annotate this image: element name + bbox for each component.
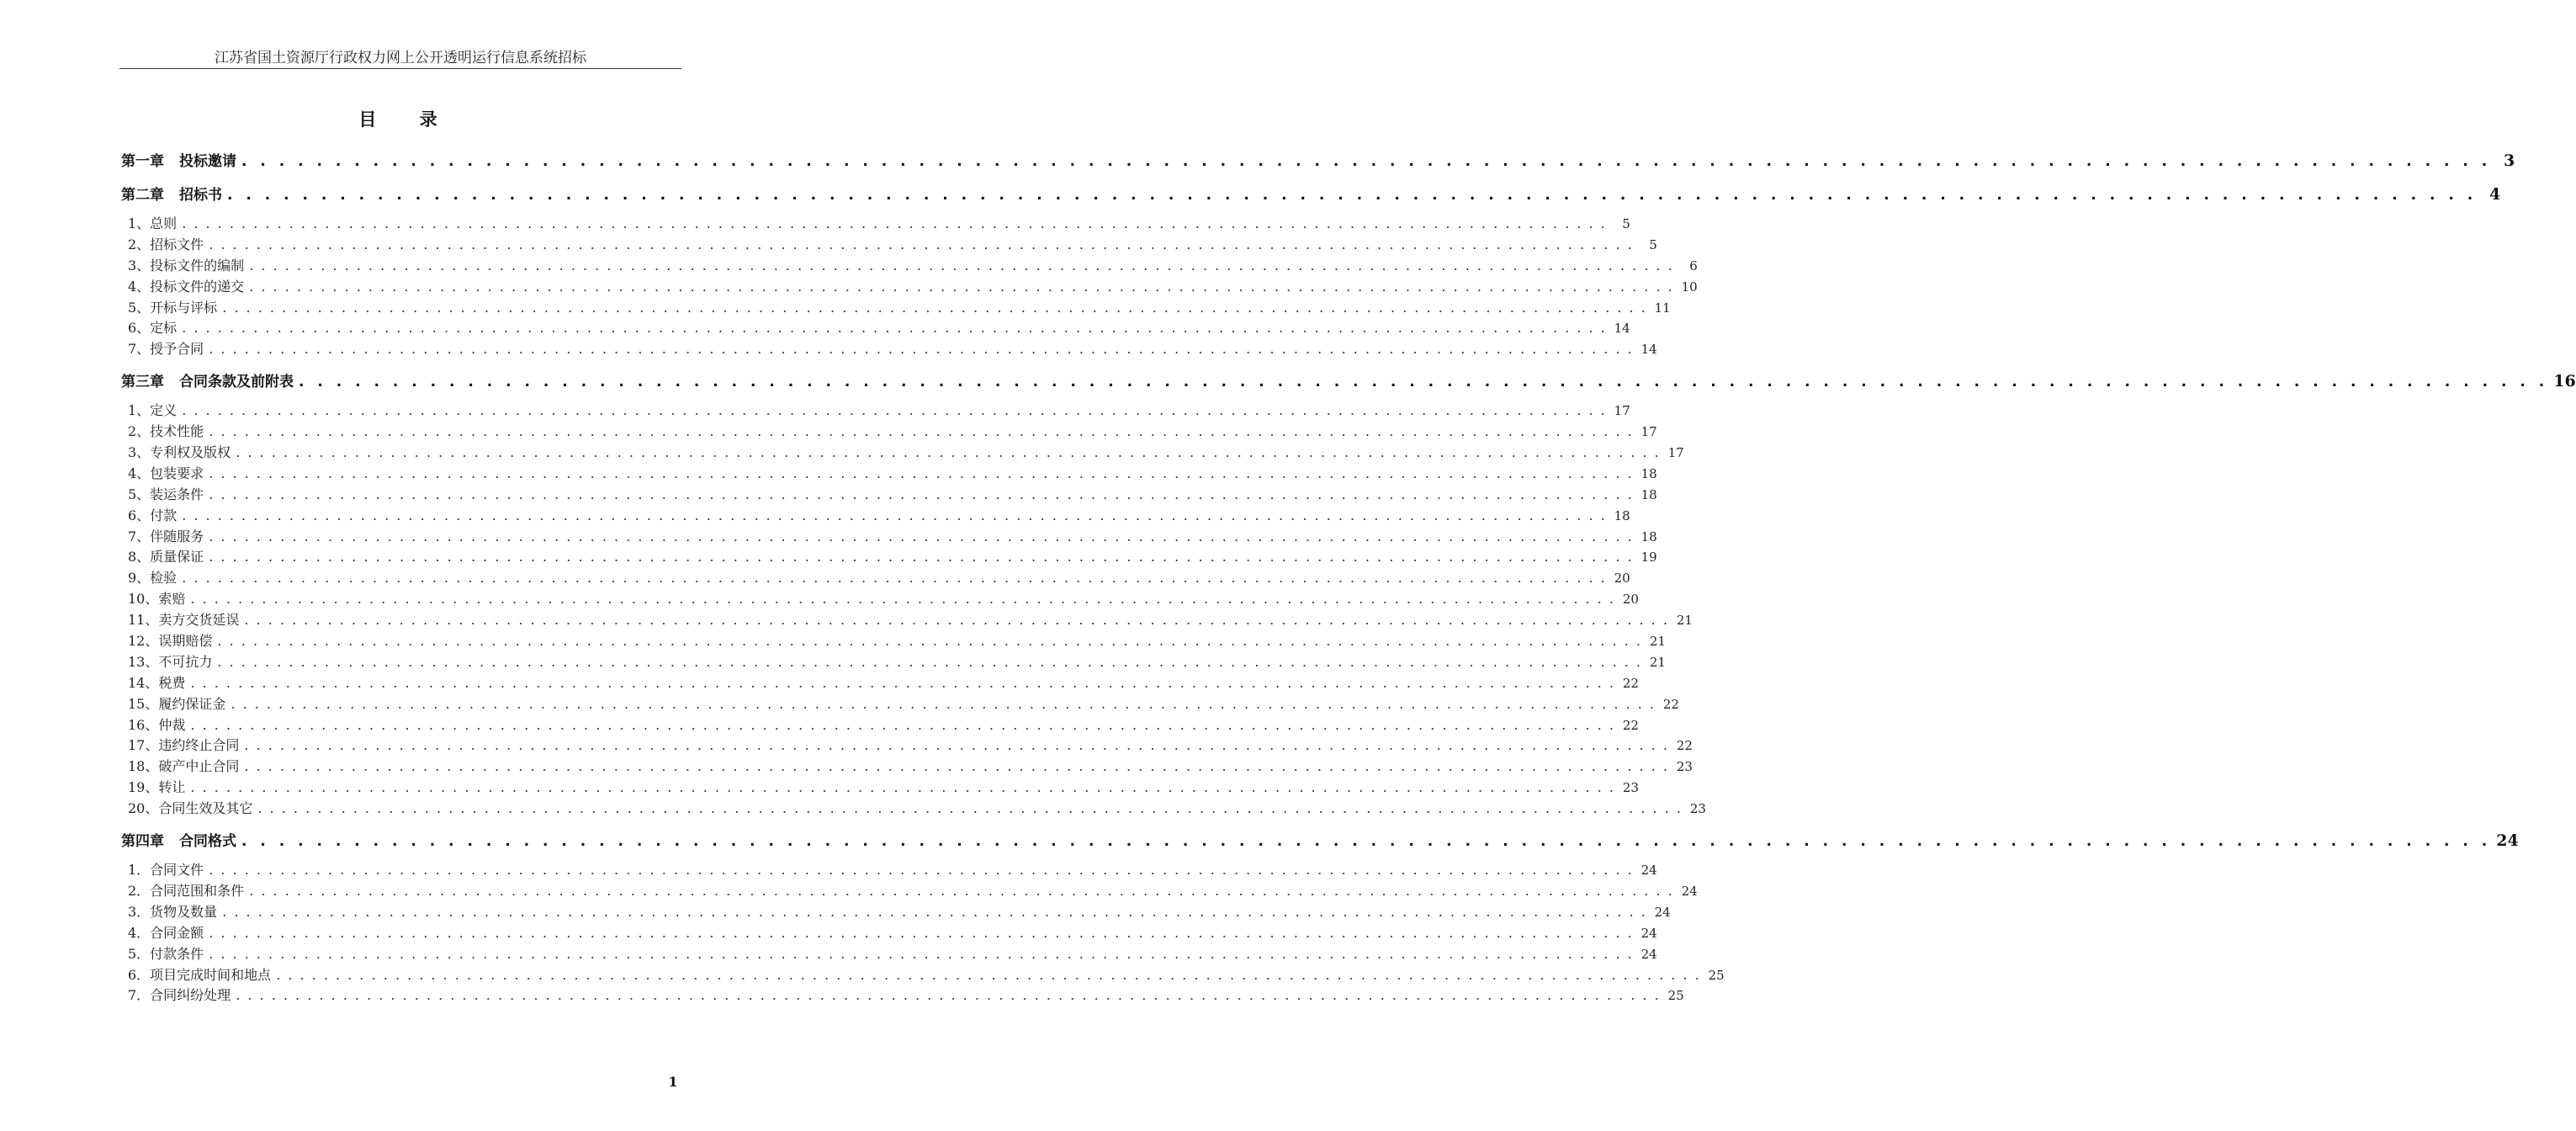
leader-dots: . . . . . . . . . . . . . . . . . . . . . . . . . . . . . . . . . . . . . . . . . . . . . . . . . . . . . . . . . . . . . . . . . . . . . . . . . . . . . . . . . . . . . . . . . . . . . . . . . . . . . . . . . . . . . . . . . . . . . . . . [241, 833, 2492, 851]
toc-chapter-row[interactable] [121, 369, 2576, 394]
toc-item-row[interactable] [121, 778, 1639, 799]
leader-dots: . . . . . . . . . . . . . . . . . . . . . . . . . . . . . . . . . . . . . . . . . . . . . . . . . . . . . . . . . . . . . . . . . . . . . . . . . . . . . . . . . . . . . . . . . . . . . . . . . . . . . . . . . . . . . . . . . . . . . . . . [299, 374, 2549, 391]
toc-item-label: 3、专利权及版权 [128, 444, 231, 461]
toc-item-label: 9、检验 [128, 570, 178, 587]
leader-dots: . . . . . . . . . . . . . . . . . . . . . . . . . . . . . . . . . . . . . . . . . . . . . . . . . . . . . . . . . . . . . . . . . . . . . . . . . . . . . . . . . . . . . . . . . . . . . . . . . . . . . . . . . . . . . . . . . . . . . . . . [182, 320, 1607, 337]
toc-item-label: 13、不可抗力 [128, 653, 213, 670]
toc-item-page: 11 [1654, 300, 1671, 316]
toc-chapter-label [121, 829, 236, 854]
toc-item-page: 20 [1614, 571, 1630, 587]
leader-dots: . . . . . . . . . . . . . . . . . . . . . . . . . . . . . . . . . . . . . . . . . . . . . . . . . . . . . . . . . . . . . . . . . . . . . . . . . . . . . . . . . . . . . . . . . . . . . . . . . . . . . . . . . . . . . . . . . . . . . . . . [236, 987, 1661, 1004]
leader-dots: . . . . . . . . . . . . . . . . . . . . . . . . . . . . . . . . . . . . . . . . . . . . . . . . . . . . . . . . . . . . . . . . . . . . . . . . . . . . . . . . . . . . . . . . . . . . . . . . . . . . . . . . . . . . . . . . . . . . . . . . [249, 882, 1674, 899]
toc-item-page: 21 [1676, 613, 1693, 629]
toc-item-label: 1、总则 [128, 215, 178, 231]
toc-item-row[interactable] [121, 401, 1630, 422]
toc-item-label: 16、仲裁 [128, 716, 186, 733]
toc-chapter-number: 第三章 [121, 374, 164, 391]
toc-chapter-number: 第一章 [121, 153, 164, 170]
toc-item-row[interactable] [121, 256, 1698, 277]
toc-item-label: 4、包装要求 [128, 465, 204, 481]
toc-chapter-name: 合同条款及前附表 [179, 374, 294, 391]
toc-item-row[interactable] [121, 965, 1725, 986]
toc-item-row[interactable] [121, 860, 1657, 881]
page-number: 1 [668, 1074, 678, 1090]
toc-item-label: 6．项目完成时间和地点 [128, 966, 272, 983]
toc-item-row[interactable] [121, 610, 1693, 631]
toc-item-label: 7、授予合同 [128, 341, 204, 358]
table-of-contents [121, 148, 2576, 1006]
toc-item-row[interactable] [121, 277, 1698, 298]
leader-dots: . . . . . . . . . . . . . . . . . . . . . . . . . . . . . . . . . . . . . . . . . . . . . . . . . . . . . . . . . . . . . . . . . . . . . . . . . . . . . . . . . . . . . . . . . . . . . . . . . . . . . . . . . . . . . . . . . . . . . . . . [209, 423, 1634, 440]
toc-chapter-page: 4 [2489, 185, 2501, 204]
toc-item-label: 2．合同范围和条件 [128, 882, 245, 899]
toc-item-row[interactable] [121, 715, 1639, 736]
toc-item-label: 8、质量保证 [128, 549, 204, 566]
toc-item-page: 25 [1667, 988, 1684, 1004]
toc-item-label: 20、合同生效及其它 [128, 800, 253, 817]
toc-item-row[interactable] [121, 652, 1666, 673]
toc-item-label: 5、装运条件 [128, 486, 204, 502]
leader-dots: . . . . . . . . . . . . . . . . . . . . . . . . . . . . . . . . . . . . . . . . . . . . . . . . . . . . . . . . . . . . . . . . . . . . . . . . . . . . . . . . . . . . . . . . . . . . . . . . . . . . . . . . . . . . . . . . . . . . . . . . [209, 236, 1634, 252]
toc-item-row[interactable] [121, 589, 1639, 610]
toc-chapter-name: 合同格式 [179, 833, 236, 851]
leader-dots: . . . . . . . . . . . . . . . . . . . . . . . . . . . . . . . . . . . . . . . . . . . . . . . . . . . . . . . . . . . . . . . . . . . . . . . . . . . . . . . . . . . . . . . . . . . . . . . . . . . . . . . . . . . . . . . . . . . . . . . . [241, 153, 2492, 170]
toc-item-label: 12、误期赔偿 [128, 633, 213, 650]
toc-item-page: 24 [1681, 883, 1698, 899]
toc-item-label: 3、投标文件的编制 [128, 257, 245, 273]
toc-chapter-name: 招标书 [179, 187, 222, 204]
toc-item-page: 18 [1640, 486, 1657, 502]
leader-dots: . . . . . . . . . . . . . . . . . . . . . . . . . . . . . . . . . . . . . . . . . . . . . . . . . . . . . . . . . . . . . . . . . . . . . . . . . . . . . . . . . . . . . . . . . . . . . . . . . . . . . . . . . . . . . . . . . . . . . . . . [209, 486, 1634, 502]
toc-item-page: 20 [1622, 592, 1639, 608]
toc-item-label: 5．付款条件 [128, 945, 204, 962]
leader-dots: . . . . . . . . . . . . . . . . . . . . . . . . . . . . . . . . . . . . . . . . . . . . . . . . . . . . . . . . . . . . . . . . . . . . . . . . . . . . . . . . . . . . . . . . . . . . . . . . . . . . . . . . . . . . . . . . . . . . . . . . [209, 341, 1634, 358]
leader-dots: . . . . . . . . . . . . . . . . . . . . . . . . . . . . . . . . . . . . . . . . . . . . . . . . . . . . . . . . . . . . . . . . . . . . . . . . . . . . . . . . . . . . . . . . . . . . . . . . . . . . . . . . . . . . . . . . . . . . . . . . [209, 528, 1634, 544]
toc-chapter-label [121, 183, 222, 208]
toc-chapter-row[interactable] [121, 828, 2519, 853]
leader-dots: . . . . . . . . . . . . . . . . . . . . . . . . . . . . . . . . . . . . . . . . . . . . . . . . . . . . . . . . . . . . . . . . . . . . . . . . . . . . . . . . . . . . . . . . . . . . . . . . . . . . . . . . . . . . . . . . . . . . . . . . [217, 653, 1642, 670]
toc-item-page: 18 [1640, 528, 1657, 544]
leader-dots: . . . . . . . . . . . . . . . . . . . . . . . . . . . . . . . . . . . . . . . . . . . . . . . . . . . . . . . . . . . . . . . . . . . . . . . . . . . . . . . . . . . . . . . . . . . . . . . . . . . . . . . . . . . . . . . . . . . . . . . . [182, 215, 1607, 231]
toc-chapter-label [121, 149, 236, 174]
toc-title: 目 录 [358, 109, 456, 130]
leader-dots: . . . . . . . . . . . . . . . . . . . . . . . . . . . . . . . . . . . . . . . . . . . . . . . . . . . . . . . . . . . . . . . . . . . . . . . . . . . . . . . . . . . . . . . . . . . . . . . . . . . . . . . . . . . . . . . . . . . . . . . . [257, 800, 1683, 817]
leader-dots: . . . . . . . . . . . . . . . . . . . . . . . . . . . . . . . . . . . . . . . . . . . . . . . . . . . . . . . . . . . . . . . . . . . . . . . . . . . . . . . . . . . . . . . . . . . . . . . . . . . . . . . . . . . . . . . . . . . . . . . . [209, 924, 1634, 941]
leader-dots: . . . . . . . . . . . . . . . . . . . . . . . . . . . . . . . . . . . . . . . . . . . . . . . . . . . . . . . . . . . . . . . . . . . . . . . . . . . . . . . . . . . . . . . . . . . . . . . . . . . . . . . . . . . . . . . . . . . . . . . . [244, 612, 1669, 629]
toc-item-row[interactable] [121, 568, 1630, 589]
toc-item-page: 25 [1708, 967, 1725, 983]
toc-item-row[interactable] [121, 757, 1693, 778]
toc-item-label: 2、招标文件 [128, 236, 204, 252]
toc-item-label: 14、税费 [128, 674, 186, 691]
leader-dots: . . . . . . . . . . . . . . . . . . . . . . . . . . . . . . . . . . . . . . . . . . . . . . . . . . . . . . . . . . . . . . . . . . . . . . . . . . . . . . . . . . . . . . . . . . . . . . . . . . . . . . . . . . . . . . . . . . . . . . . . [244, 737, 1669, 754]
toc-item-page: 5 [1649, 236, 1657, 252]
leader-dots: . . . . . . . . . . . . . . . . . . . . . . . . . . . . . . . . . . . . . . . . . . . . . . . . . . . . . . . . . . . . . . . . . . . . . . . . . . . . . . . . . . . . . . . . . . . . . . . . . . . . . . . . . . . . . . . . . . . . . . . . [217, 633, 1642, 650]
toc-item-row[interactable] [121, 298, 1671, 319]
toc-item-page: 22 [1622, 675, 1639, 691]
running-header: 江苏省国土资源厅行政权力网上公开透明运行信息系统招标 [215, 50, 586, 66]
toc-item-label: 11、卖方交货延误 [128, 612, 240, 629]
header-rule [119, 68, 681, 69]
toc-item-label: 7．合同纠纷处理 [128, 987, 231, 1004]
toc-chapter-name: 投标邀请 [179, 153, 236, 170]
spacer [121, 207, 754, 214]
toc-item-row[interactable] [121, 735, 1693, 757]
toc-item-label: 3．货物及数量 [128, 903, 218, 920]
toc-item-row[interactable] [121, 464, 1657, 485]
toc-item-page: 17 [1667, 445, 1684, 461]
toc-item-page: 24 [1640, 946, 1657, 962]
leader-dots: . . . . . . . . . . . . . . . . . . . . . . . . . . . . . . . . . . . . . . . . . . . . . . . . . . . . . . . . . . . . . . . . . . . . . . . . . . . . . . . . . . . . . . . . . . . . . . . . . . . . . . . . . . . . . . . . . . . . . . . . [249, 257, 1674, 273]
leader-dots: . . . . . . . . . . . . . . . . . . . . . . . . . . . . . . . . . . . . . . . . . . . . . . . . . . . . . . . . . . . . . . . . . . . . . . . . . . . . . . . . . . . . . . . . . . . . . . . . . . . . . . . . . . . . . . . . . . . . . . . . [209, 465, 1634, 481]
leader-dots: . . . . . . . . . . . . . . . . . . . . . . . . . . . . . . . . . . . . . . . . . . . . . . . . . . . . . . . . . . . . . . . . . . . . . . . . . . . . . . . . . . . . . . . . . . . . . . . . . . . . . . . . . . . . . . . . . . . . . . . . [244, 758, 1669, 775]
toc-item-label: 1、定义 [128, 402, 178, 419]
leader-dots: . . . . . . . . . . . . . . . . . . . . . . . . . . . . . . . . . . . . . . . . . . . . . . . . . . . . . . . . . . . . . . . . . . . . . . . . . . . . . . . . . . . . . . . . . . . . . . . . . . . . . . . . . . . . . . . . . . . . . . . . [182, 507, 1607, 523]
leader-dots: . . . . . . . . . . . . . . . . . . . . . . . . . . . . . . . . . . . . . . . . . . . . . . . . . . . . . . . . . . . . . . . . . . . . . . . . . . . . . . . . . . . . . . . . . . . . . . . . . . . . . . . . . . . . . . . . . . . . . . . . [209, 549, 1634, 566]
toc-item-page: 14 [1614, 321, 1630, 337]
toc-item-label: 2、技术性能 [128, 423, 204, 440]
leader-dots: . . . . . . . . . . . . . . . . . . . . . . . . . . . . . . . . . . . . . . . . . . . . . . . . . . . . . . . . . . . . . . . . . . . . . . . . . . . . . . . . . . . . . . . . . . . . . . . . . . . . . . . . . . . . . . . . . . . . . . . . [190, 716, 1615, 733]
toc-item-page: 18 [1614, 507, 1630, 523]
toc-item-row[interactable] [121, 485, 1657, 506]
toc-item-page: 23 [1689, 801, 1706, 817]
toc-item-page: 17 [1640, 424, 1657, 440]
toc-item-row[interactable] [121, 631, 1666, 652]
toc-item-row[interactable] [121, 799, 1706, 820]
spacer [121, 394, 754, 401]
toc-chapter-page: 3 [2504, 151, 2515, 170]
leader-dots: . . . . . . . . . . . . . . . . . . . . . . . . . . . . . . . . . . . . . . . . . . . . . . . . . . . . . . . . . . . . . . . . . . . . . . . . . . . . . . . . . . . . . . . . . . . . . . . . . . . . . . . . . . . . . . . . . . . . . . . . [209, 862, 1634, 879]
leader-dots: . . . . . . . . . . . . . . . . . . . . . . . . . . . . . . . . . . . . . . . . . . . . . . . . . . . . . . . . . . . . . . . . . . . . . . . . . . . . . . . . . . . . . . . . . . . . . . . . . . . . . . . . . . . . . . . . . . . . . . . . [249, 278, 1674, 295]
leader-dots: . . . . . . . . . . . . . . . . . . . . . . . . . . . . . . . . . . . . . . . . . . . . . . . . . . . . . . . . . . . . . . . . . . . . . . . . . . . . . . . . . . . . . . . . . . . . . . . . . . . . . . . . . . . . . . . . . . . . . . . . [227, 187, 2478, 204]
toc-item-label: 15、履约保证金 [128, 695, 226, 712]
toc-item-label: 4．合同金额 [128, 924, 204, 941]
toc-item-page: 19 [1640, 550, 1657, 566]
toc-item-label: 1．合同文件 [128, 862, 204, 879]
toc-chapter-row[interactable] [121, 148, 2515, 173]
spacer [121, 853, 754, 860]
toc-item-page: 14 [1640, 342, 1657, 358]
leader-dots: . . . . . . . . . . . . . . . . . . . . . . . . . . . . . . . . . . . . . . . . . . . . . . . . . . . . . . . . . . . . . . . . . . . . . . . . . . . . . . . . . . . . . . . . . . . . . . . . . . . . . . . . . . . . . . . . . . . . . . . . [190, 591, 1615, 608]
leader-dots: . . . . . . . . . . . . . . . . . . . . . . . . . . . . . . . . . . . . . . . . . . . . . . . . . . . . . . . . . . . . . . . . . . . . . . . . . . . . . . . . . . . . . . . . . . . . . . . . . . . . . . . . . . . . . . . . . . . . . . . . [236, 444, 1661, 461]
toc-chapter-page: 16 [2553, 372, 2576, 391]
leader-dots: . . . . . . . . . . . . . . . . . . . . . . . . . . . . . . . . . . . . . . . . . . . . . . . . . . . . . . . . . . . . . . . . . . . . . . . . . . . . . . . . . . . . . . . . . . . . . . . . . . . . . . . . . . . . . . . . . . . . . . . . [209, 945, 1634, 962]
spacer [121, 820, 754, 828]
toc-item-page: 22 [1622, 717, 1639, 733]
toc-item-row[interactable] [121, 902, 1671, 923]
toc-item-row[interactable] [121, 318, 1630, 339]
toc-item-row[interactable] [121, 673, 1639, 694]
toc-item-label: 10、索赔 [128, 591, 186, 608]
toc-item-label: 18、破产中止合同 [128, 758, 240, 775]
toc-item-row[interactable] [121, 506, 1630, 527]
toc-item-label: 6、付款 [128, 507, 178, 523]
toc-item-row[interactable] [121, 985, 1684, 1006]
toc-item-row[interactable] [121, 339, 1657, 360]
leader-dots: . . . . . . . . . . . . . . . . . . . . . . . . . . . . . . . . . . . . . . . . . . . . . . . . . . . . . . . . . . . . . . . . . . . . . . . . . . . . . . . . . . . . . . . . . . . . . . . . . . . . . . . . . . . . . . . . . . . . . . . . [190, 779, 1615, 796]
leader-dots: . . . . . . . . . . . . . . . . . . . . . . . . . . . . . . . . . . . . . . . . . . . . . . . . . . . . . . . . . . . . . . . . . . . . . . . . . . . . . . . . . . . . . . . . . . . . . . . . . . . . . . . . . . . . . . . . . . . . . . . . [222, 903, 1647, 920]
toc-item-page: 17 [1614, 403, 1630, 419]
toc-item-label: 4、投标文件的递交 [128, 278, 245, 295]
spacer [121, 173, 754, 182]
leader-dots: . . . . . . . . . . . . . . . . . . . . . . . . . . . . . . . . . . . . . . . . . . . . . . . . . . . . . . . . . . . . . . . . . . . . . . . . . . . . . . . . . . . . . . . . . . . . . . . . . . . . . . . . . . . . . . . . . . . . . . . . [182, 402, 1607, 419]
toc-item-label: 7、伴随服务 [128, 528, 204, 544]
toc-chapter-number: 第二章 [121, 187, 164, 204]
toc-chapter-label [121, 369, 294, 395]
toc-item-label: 19、转让 [128, 779, 186, 796]
toc-item-label: 6、定标 [128, 320, 178, 337]
toc-item-row[interactable] [121, 443, 1684, 464]
toc-chapter-page: 24 [2496, 831, 2519, 851]
toc-item-row[interactable] [121, 923, 1657, 944]
toc-chapter-row[interactable] [121, 182, 2501, 207]
toc-item-page: 23 [1622, 780, 1639, 796]
toc-item-page: 22 [1662, 696, 1679, 712]
toc-item-row[interactable] [121, 235, 1657, 256]
leader-dots: . . . . . . . . . . . . . . . . . . . . . . . . . . . . . . . . . . . . . . . . . . . . . . . . . . . . . . . . . . . . . . . . . . . . . . . . . . . . . . . . . . . . . . . . . . . . . . . . . . . . . . . . . . . . . . . . . . . . . . . . [231, 695, 1656, 712]
toc-item-row[interactable] [121, 694, 1679, 715]
toc-item-page: 6 [1689, 258, 1698, 273]
toc-item-page: 18 [1640, 465, 1657, 481]
toc-item-page: 10 [1681, 279, 1698, 295]
toc-item-row[interactable] [121, 944, 1657, 965]
toc-item-page: 21 [1649, 654, 1666, 670]
spacer [121, 360, 754, 369]
leader-dots: . . . . . . . . . . . . . . . . . . . . . . . . . . . . . . . . . . . . . . . . . . . . . . . . . . . . . . . . . . . . . . . . . . . . . . . . . . . . . . . . . . . . . . . . . . . . . . . . . . . . . . . . . . . . . . . . . . . . . . . . [190, 674, 1615, 691]
toc-item-row[interactable] [121, 527, 1657, 548]
toc-item-page: 24 [1640, 925, 1657, 941]
leader-dots: . . . . . . . . . . . . . . . . . . . . . . . . . . . . . . . . . . . . . . . . . . . . . . . . . . . . . . . . . . . . . . . . . . . . . . . . . . . . . . . . . . . . . . . . . . . . . . . . . . . . . . . . . . . . . . . . . . . . . . . . [222, 299, 1647, 316]
toc-item-row[interactable] [121, 547, 1657, 568]
toc-item-label: 17、违约终止合同 [128, 737, 240, 754]
leader-dots: . . . . . . . . . . . . . . . . . . . . . . . . . . . . . . . . . . . . . . . . . . . . . . . . . . . . . . . . . . . . . . . . . . . . . . . . . . . . . . . . . . . . . . . . . . . . . . . . . . . . . . . . . . . . . . . . . . . . . . . . [182, 570, 1607, 587]
toc-item-row[interactable] [121, 881, 1698, 902]
toc-item-page: 24 [1654, 904, 1671, 920]
toc-item-page: 5 [1622, 216, 1630, 231]
leader-dots: . . . . . . . . . . . . . . . . . . . . . . . . . . . . . . . . . . . . . . . . . . . . . . . . . . . . . . . . . . . . . . . . . . . . . . . . . . . . . . . . . . . . . . . . . . . . . . . . . . . . . . . . . . . . . . . . . . . . . . . . [276, 966, 1701, 983]
toc-item-page: 24 [1640, 863, 1657, 879]
toc-item-row[interactable] [121, 214, 1630, 235]
toc-item-row[interactable] [121, 422, 1657, 443]
toc-item-page: 23 [1676, 759, 1693, 775]
toc-chapter-number: 第四章 [121, 833, 164, 851]
toc-item-label: 5、开标与评标 [128, 299, 218, 316]
toc-item-page: 22 [1676, 738, 1693, 754]
toc-item-page: 21 [1649, 634, 1666, 650]
